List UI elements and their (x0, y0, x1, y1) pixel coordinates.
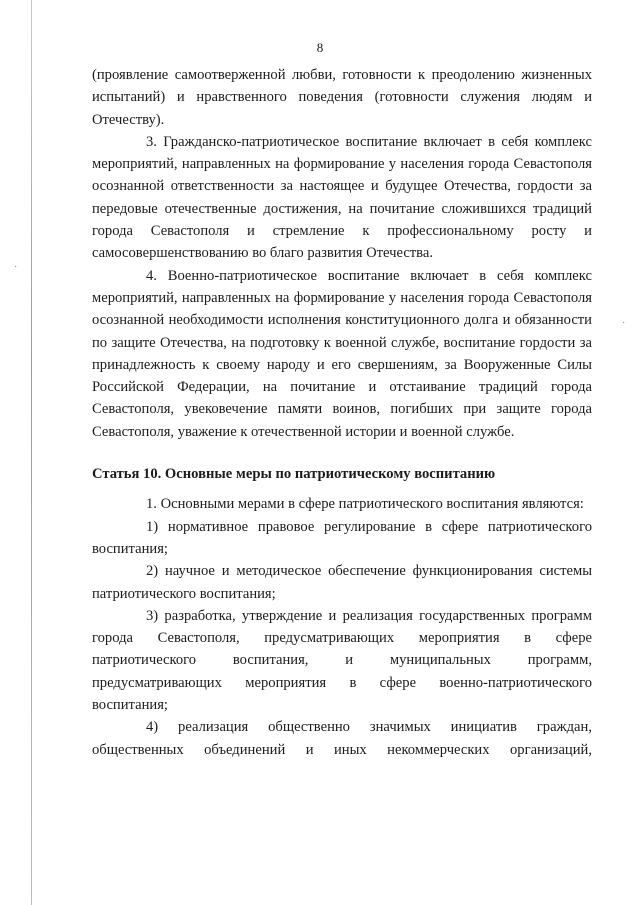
scan-edge-line (31, 0, 32, 905)
article-paragraph-intro: 1. Основными мерами в сфере патриотического воспитания являются: (146, 496, 584, 513)
paragraph-military-patriotic: 4. Военно-патриотическое воспитание включает в себя комплекс мероприятий, направленных на формирование у населения города Севастополя осознанной необходимости исполнения конституционного долга и обязанности по защите Отечества, на подготовку к военной службе, воспитание гордости за принадлежность к своему народу и его свершениям, за Вооруженные Силы Российской Федерации, на почитание и отстаивание традиций города Севастополя, увековечение памяти воинов, погибших при защите города Севастополя, уважение к отечественной истории и военной службе. (92, 267, 592, 440)
document-body (92, 64, 592, 761)
article-heading: Статья 10. Основные меры по патриотическому воспитанию (92, 466, 496, 483)
scan-mark: · (622, 318, 626, 329)
article-item-4: 4) реализация общественно значимых инициатив граждан, общественных объединений и иных некоммерческих организаций, (92, 719, 592, 758)
article-item-3: 3) разработка, утверждение и реализация государственных программ города Севастополя, предусматривающих мероприятия в сфере патриотического воспитания, и муниципальных программ, предусматривающих мероприятия в сфере военно-патриотического воспитания; (92, 607, 592, 714)
article-item-1: 1) нормативное правовое регулирование в сфере патриотического воспитания; (92, 518, 592, 557)
paragraph-continuation: (проявление самоотверженной любви, готовности к преодолению жизненных испытаний) и нравственного поведения (готовности служения людям и Отечеству). (92, 67, 592, 128)
scan-mark: · (14, 262, 18, 273)
page-number: 8 (316, 40, 324, 55)
paragraph-civic-patriotic: 3. Гражданско-патриотическое воспитание включает в себя комплекс мероприятий, направленных на формирование у населения города Севастополя осознанной ответственности за настоящее и будущее Отечества, гордости за передовые отечественные достижения, на почитание сложившихся традиций города Севастополя и стремление к профессиональному росту и самосовершенствованию во благо развития Отечества. (92, 133, 592, 262)
article-item-2: 2) научное и методическое обеспечение функционирования системы патриотического воспитания; (92, 563, 592, 602)
